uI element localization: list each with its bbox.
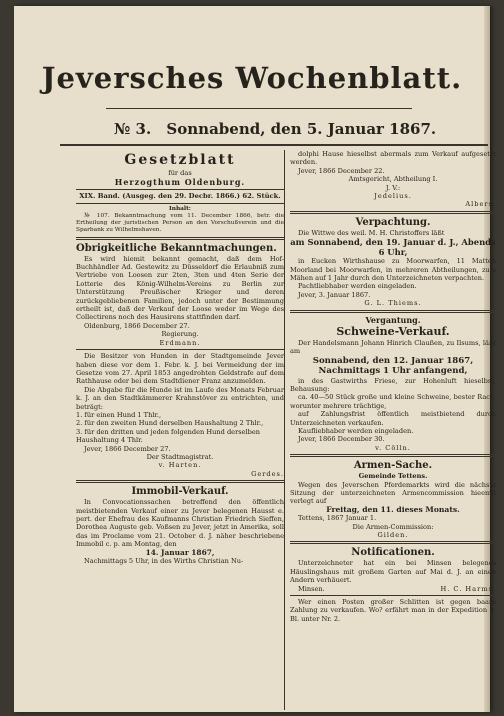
immobil-date: 14. Januar 1867, [145, 547, 215, 557]
hunde-item1: 1. für einen Hund 1 Thlr., [76, 410, 162, 419]
hunde-sign2: v. Harten. [158, 461, 202, 470]
vergantung-text2: in des Gastwirths Friese, zur Hohenluft hieselbst, Behausung: [290, 376, 496, 393]
verpachtung-title: Verpachtung. [355, 216, 431, 228]
rule [76, 189, 284, 190]
hunde-text1: Die Besitzer von Hunden in der Stadtgemeinde Jever haben diese vor dem 1. Febr. k. J. bei Vermeidung der im Gesetze vom 27. April 1853 angedrohten Geldstrafe auf dem Rathhause oder bei dem Stadtdiener Franz anzumelden. [76, 352, 284, 386]
hunde-sign1: Der Stadtmagistrat. [146, 452, 214, 461]
notizen-date-sign [290, 585, 496, 593]
right-top-sign2: J. V.: [385, 183, 401, 192]
newspaper-page [14, 6, 496, 712]
gesetzblatt-title: Gesetzblatt [124, 152, 236, 168]
gesetzblatt-inhalt: Inhalt: [169, 205, 191, 212]
rule [290, 454, 496, 457]
vergantung-text3: ca. 40—50 Stück große und kleine Schweine, bester Race, worunter mehrere trächtige, [290, 393, 496, 410]
rule [290, 595, 496, 596]
right-column [290, 150, 496, 623]
notizen-sign: H. C. Harms. [440, 584, 496, 593]
hunde-sign3: Gerdes. [251, 469, 284, 478]
verpachtung-text1: Die Wittwe des weil. M. H. Christoffers läßt [298, 228, 445, 237]
armen-big: Freitag, den 11. dieses Monats. [326, 504, 460, 514]
rule [76, 237, 284, 240]
hunde-item2: 2. für den zweiten Hund derselben Haushaltung 2 Thlr., [76, 419, 264, 428]
rule [290, 310, 496, 313]
right-top-sign4: Albers. [465, 200, 496, 209]
verpachtung-sign: G. L. Thiems. [364, 299, 422, 308]
vergantung-title2: Schweine-Verkauf. [336, 324, 450, 338]
hunde-date: Jever, 1866 December 27. [84, 444, 171, 453]
vergantung-title: Vergantung. [365, 314, 421, 325]
column-divider [284, 150, 285, 710]
header-rule [60, 144, 488, 146]
armen-sign1: Die Armen-Commission: [352, 522, 434, 531]
vergantung-text1: Der Handelsmann Johann Hinrich Claußen, zu Ilsums, läßt am [290, 338, 496, 356]
gesetzblatt-sub2: Herzogthum Oldenburg. [114, 177, 246, 188]
verpachtung-big: am Sonnabend, den 19. Januar d. J., Abends 6 Uhr, [290, 237, 496, 258]
obrigkeit-title: Obrigkeitliche Bekanntmachungen. [76, 242, 277, 254]
obrigkeit-text: Es wird hiemit bekannt gemacht, daß dem Hof-Buchhändler Ad. Gestewitz zu Düsseldorf die Erlaubniß zum Vertriebe von Loosen zur 2ten, 3ten und 4ten Serie der Lotterie des König-Wilhelm-Vereins zu Berlin zur Unterstützung Preußischer Krieger und deren zurückgebliebenen Familien, jedoch unter der Bestimmung ertheilt ist, daß der Verkauf der Loose weder im Wege des Collectirens noch des Hausirens stattfinden darf. [76, 254, 284, 322]
gesetzblatt-text: № 107. Bekanntmachung vom 11. December 1866, betr. die Ertheilung der juristischen Person an den Vorschußverein und die Sparbank zu Wilhelmshaven. [76, 213, 284, 234]
gesetzblatt-band: XIX. Band. (Ausgeg. den 29. Decbr. 1866.) 62. Stück. [79, 192, 281, 201]
immobil-text: In Convocationssachen betreffend den öffentlich meistbietenden Verkauf einer zu Jever belegenen Hausst e. pert. der Ehefrau des Kaufmanns Christian Friedrich Sieffen, Dorothea Auguste geb. Voßsen zu Jever, jetzt in Amerika, soll das im Proclame vom 21. October d. J. näher beschriebene Immobil c. p. am Montag, den [76, 498, 284, 549]
notizen-text1: Unterzeichneter hat ein bei Minsen belegenes Häuslingshaus mit großem Garten auf Mai d. J. an einen Andern verhäuert. [290, 559, 496, 585]
vergantung-text5: Kaufliebhaber werden eingeladen. [298, 426, 414, 435]
rule [76, 349, 284, 350]
hunde-text2: Die Abgabe für die Hunde ist im Laufe des Monats Februar k. J. an den Stadtkämmerer Krahnstöver zu entrichten, und beträgt: [76, 385, 284, 411]
vergantung-big1: Sonnabend, den 12. Januar 1867, [312, 355, 474, 366]
notizen-title: Notificationen. [351, 547, 435, 559]
immobil-text2: Nachmittags 5 Uhr, in des Wirths Christian Nu- [84, 557, 244, 566]
notizen-text2: Wer einen Posten großer Schlitten ist gegen baare Zahlung zu verkaufen. Wo? erfährt man in der Expedition d. Bl. unter Nr. 2. [290, 598, 496, 623]
armen-text: Wegen des Jeverschen Pferdemarkts wird die nächste Sitzung der unterzeichneten Armencommission hieemit verlegt auf [290, 480, 496, 506]
notizen-date: Minsen. [298, 584, 325, 593]
obrigkeit-sign1: Regierung. [161, 330, 199, 339]
armen-sign2: Gilden. [377, 531, 409, 539]
rule [76, 203, 284, 204]
right-top-sign1: Amtsgericht, Abtheilung I. [348, 175, 438, 184]
vergantung-big2: Nachmittags 1 Uhr anfangend, [318, 366, 468, 376]
hunde-item3: 3. für den dritten und jeden folgenden Hund derselben Haushaltung 4 Thlr. [76, 427, 260, 445]
masthead: Jeversches Wochenblatt. [41, 61, 463, 95]
issue-number: № 3. [114, 120, 152, 138]
right-top-sign3: Jedelius. [374, 192, 412, 201]
left-column [76, 150, 284, 565]
vergantung-date: Jever, 1866 December 30. [298, 435, 385, 444]
obrigkeit-date: Oldenburg, 1866 December 27. [84, 321, 190, 330]
gesetzblatt-sub1: für das [168, 169, 192, 177]
obrigkeit-sign2: Erdmann. [159, 338, 201, 347]
right-top-text: dolphi Hause hieselbst abermals zum Verkauf aufgesetzt werden. [290, 150, 496, 167]
issue-line [114, 118, 444, 140]
immobil-title: Immobil-Verkauf. [131, 486, 229, 498]
rule [76, 480, 284, 483]
verpachtung-text3: Pachtliebhaber werden eingeladen. [298, 282, 417, 291]
verpachtung-date: Jever, 3. Januar 1867. [298, 290, 371, 299]
rule [290, 541, 496, 544]
armen-date: Tettens, 1867 Januar 1. [298, 514, 377, 523]
rule [290, 211, 496, 214]
verpachtung-text2: in Eucken Wirthshause zu Moorwarfen, 11 Matten Moorland bei Moorwarfen, in mehreren Abtheilungen, zum Mähen auf 1 Jahr durch den Unterzeichneten verpachten. [290, 257, 496, 283]
armen-sub: Gemeinde Tettens. [358, 472, 428, 481]
issue-date: Sonnabend, den 5. Januar 1867. [166, 120, 437, 138]
masthead-rule [106, 108, 412, 109]
right-top-date: Jever, 1866 December 22. [298, 166, 385, 175]
vergantung-text4: auf Zahlungsfrist öffentlich meistbietend durch Unterzeichneten verkaufen. [290, 410, 496, 427]
armen-title: Armen-Sache. [353, 460, 433, 472]
vergantung-sign: v. Cölln. [375, 443, 411, 452]
